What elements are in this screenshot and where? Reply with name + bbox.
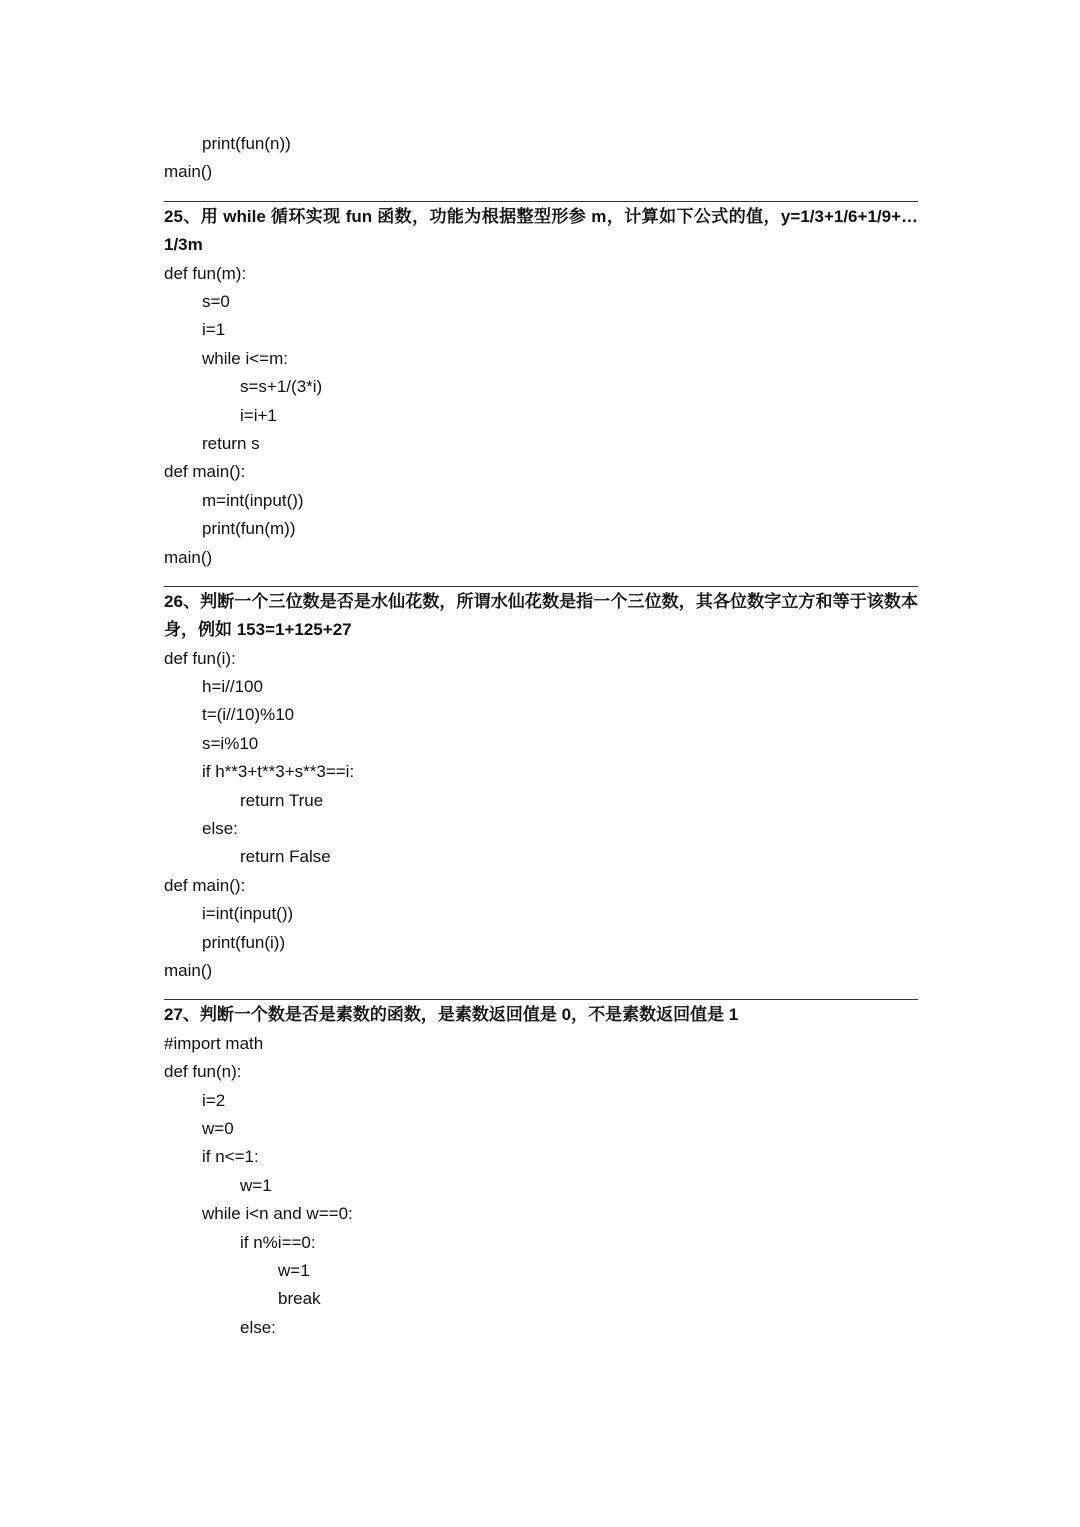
code-line: if h**3+t**3+s**3==i: — [202, 762, 355, 782]
code-line: while i<=m: — [202, 348, 288, 368]
code-line: w=1 — [278, 1260, 310, 1280]
code-line: return False — [240, 847, 331, 867]
code-line: def main(): — [164, 462, 246, 482]
code-line: print(fun(m)) — [202, 519, 296, 539]
code-line: m=int(input()) — [202, 490, 304, 510]
code-line: i=1 — [202, 320, 226, 340]
section-26 — [164, 588, 918, 986]
code-line: #import math — [164, 1033, 264, 1053]
code-line: s=i%10 — [202, 733, 259, 753]
section-25 — [164, 203, 918, 572]
section-27 — [164, 1001, 918, 1342]
code-line: main() — [164, 961, 213, 980]
code-line: break — [278, 1289, 321, 1309]
code-line: else: — [202, 819, 238, 839]
code-line: w=0 — [202, 1118, 234, 1138]
code-line: main() — [164, 547, 213, 567]
code-line: print(fun(n)) — [202, 134, 291, 153]
code-line: s=s+1/(3*i) — [240, 377, 323, 397]
top-code-block — [164, 130, 918, 187]
code-line: if n%i==0: — [240, 1232, 316, 1252]
section-divider — [164, 586, 918, 587]
code-line: def main(): — [164, 875, 246, 895]
code-line: h=i//100 — [202, 677, 263, 697]
question-title: 27、判断一个数是否是素数的函数，是素数返回值是 0，不是素数返回值是 1 — [164, 1005, 739, 1025]
code-line: def fun(m): — [164, 263, 247, 283]
code-line: s=0 — [202, 291, 230, 311]
code-line: return True — [240, 790, 324, 810]
code-line: while i<n and w==0: — [202, 1204, 353, 1224]
code-line: print(fun(i)) — [202, 932, 286, 952]
code-line: t=(i//10)%10 — [202, 705, 295, 725]
code-line: i=i+1 — [240, 405, 277, 425]
document-content — [164, 130, 918, 1342]
section-divider — [164, 999, 918, 1000]
question-title: 26、判断一个三位数是否是水仙花数，所谓水仙花数是指一个三位数，其各位数字立方和等于该数本身，例如 153=1+125+27 — [164, 591, 918, 640]
code-line: i=2 — [202, 1090, 226, 1110]
code-line: def fun(i): — [164, 648, 236, 668]
code-line: else: — [240, 1317, 276, 1337]
code-line: if n<=1: — [202, 1147, 259, 1167]
code-line: w=1 — [240, 1175, 272, 1195]
code-line: def fun(n): — [164, 1062, 242, 1082]
section-divider — [164, 201, 918, 202]
code-line: i=int(input()) — [202, 904, 294, 924]
code-line: return s — [202, 433, 260, 453]
question-title: 25、用 while 循环实现 fun 函数，功能为根据整型形参 m，计算如下公式的值，y=1/3+1/6+1/9+…1/3m — [164, 206, 918, 255]
code-line: main() — [164, 162, 213, 182]
